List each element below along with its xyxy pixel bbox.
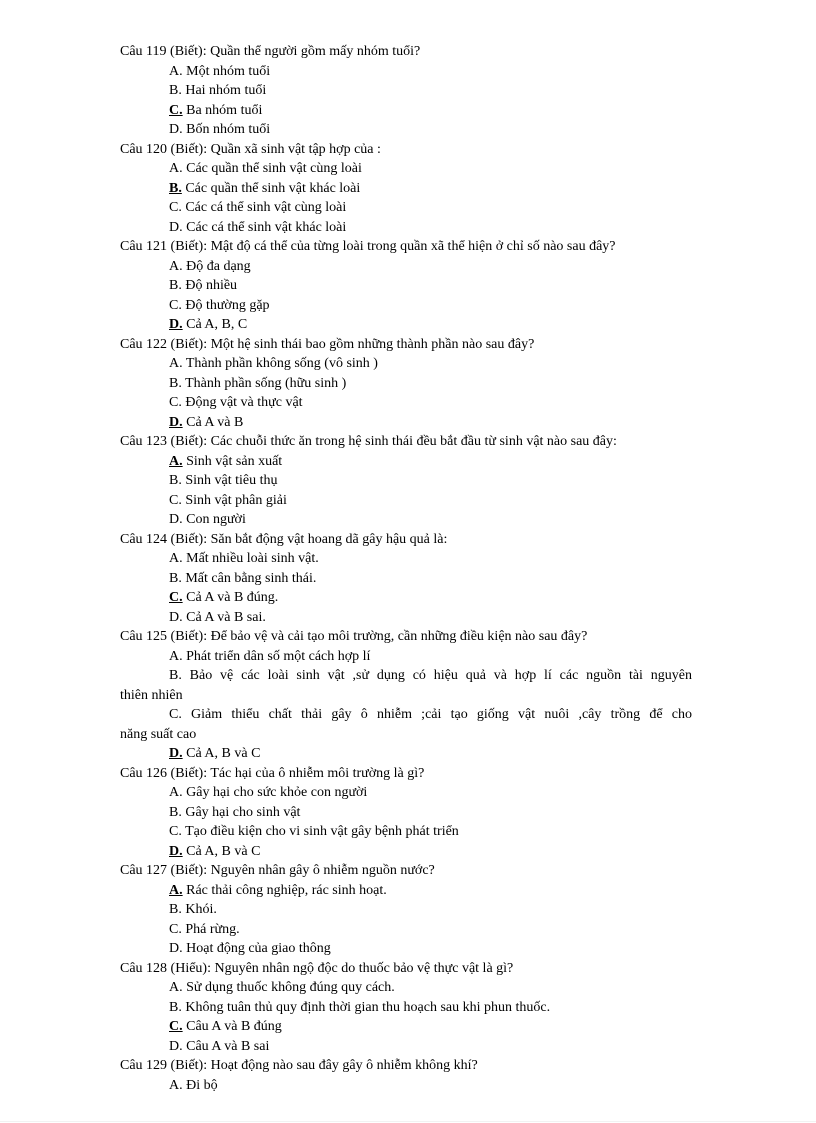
option-text: Cả A và B đúng. bbox=[182, 590, 279, 605]
question-stem: Câu 126 (Biết): Tác hại của ô nhiễm môi trường là gì? bbox=[120, 765, 425, 781]
answer-letter-marked: A. bbox=[169, 453, 183, 469]
option-letter: A. bbox=[169, 356, 183, 371]
option bbox=[0, 803, 816, 823]
option bbox=[0, 510, 816, 530]
option-text: Cả A, B, C bbox=[182, 317, 248, 332]
option-text: Cả A và B bbox=[182, 414, 244, 430]
option-letter: B. bbox=[169, 804, 182, 820]
option-text: Cả A và B sai. bbox=[182, 609, 266, 625]
question-stem: Câu 122 (Biết): Một hệ sinh thái bao gồm những thành phần nào sau đây? bbox=[120, 336, 535, 352]
option-text: Động vật và thực vật bbox=[181, 395, 303, 410]
option-letter: B. bbox=[169, 83, 182, 98]
option-text: Gây hại cho sinh vật bbox=[181, 804, 301, 820]
option-letter: A. bbox=[169, 980, 183, 995]
option-text: Sử dụng thuốc không đúng quy cách. bbox=[182, 980, 395, 995]
option bbox=[0, 608, 816, 628]
option bbox=[0, 276, 816, 296]
option-correct bbox=[0, 588, 816, 608]
option-letter: B. bbox=[169, 902, 182, 917]
option-letter: C. bbox=[169, 921, 182, 937]
option-letter: A. bbox=[169, 161, 183, 176]
option-text: Các quần thể sinh vật khác loài bbox=[181, 180, 361, 196]
option-text: Thành phần sống (hữu sinh ) bbox=[181, 375, 347, 391]
question-stem: Câu 128 (Hiểu): Nguyên nhân ngộ độc do thuốc bảo vệ thực vật là gì? bbox=[120, 960, 514, 976]
option-letter: B. bbox=[169, 999, 182, 1015]
option-text: Các cá thể sinh vật cùng loài bbox=[181, 200, 347, 215]
question-stem: Câu 119 (Biết): Quần thể người gồm mấy nhóm tuổi? bbox=[120, 44, 421, 59]
option-text: Mất nhiều loài sinh vật. bbox=[182, 551, 319, 566]
option-text-continuation: năng suất cao bbox=[120, 726, 197, 742]
option-letter: B. bbox=[169, 278, 182, 293]
option-text: Độ nhiều bbox=[181, 278, 238, 293]
option bbox=[0, 900, 816, 920]
option-letter: C. bbox=[169, 824, 182, 839]
option-letter: A. bbox=[169, 1077, 183, 1093]
option bbox=[0, 998, 816, 1018]
option-text: Các cá thể sinh vật khác loài bbox=[182, 219, 347, 235]
answer-letter-marked: C. bbox=[169, 102, 183, 118]
option bbox=[0, 471, 816, 491]
option-text: Thành phần không sống (vô sinh ) bbox=[182, 356, 378, 371]
option-text: Phá rừng. bbox=[181, 921, 240, 937]
option-correct bbox=[0, 744, 816, 764]
option bbox=[0, 296, 816, 316]
option bbox=[0, 1037, 816, 1057]
option-letter: D. bbox=[169, 219, 183, 235]
option-letter: A. bbox=[169, 785, 183, 800]
option bbox=[0, 491, 816, 511]
option bbox=[0, 198, 816, 218]
option-text: Câu A và B sai bbox=[182, 1038, 270, 1054]
question-stem: Câu 121 (Biết): Mật độ cá thể của từng loài trong quần xã thể hiện ở chỉ số nào sau đây? bbox=[120, 239, 616, 254]
option-letter: A. bbox=[169, 63, 183, 79]
option-text: Phát triển dân số một cách hợp lí bbox=[182, 648, 371, 664]
option bbox=[0, 647, 816, 667]
option bbox=[0, 569, 816, 589]
option-text: Các quần thể sinh vật cùng loài bbox=[182, 161, 362, 176]
option-correct bbox=[0, 452, 816, 472]
option-letter: D. bbox=[169, 941, 183, 956]
answer-letter-marked: D. bbox=[169, 746, 183, 761]
option-text: Sinh vật sản xuất bbox=[182, 453, 283, 469]
option bbox=[0, 939, 816, 959]
option-text: Hoạt động của giao thông bbox=[182, 941, 331, 956]
option-text: Gây hại cho sức khỏe con người bbox=[182, 785, 368, 800]
option bbox=[0, 783, 816, 803]
option bbox=[0, 393, 816, 413]
question-stem: Câu 125 (Biết): Để bảo vệ và cải tạo môi trường, cần những điều kiện nào sau đây? bbox=[120, 629, 588, 644]
option-letter: C. bbox=[169, 200, 182, 215]
option-letter: B. bbox=[169, 375, 182, 391]
option bbox=[0, 159, 816, 179]
option-correct bbox=[0, 881, 816, 901]
option bbox=[0, 354, 816, 374]
option bbox=[0, 1076, 816, 1096]
option-correct bbox=[0, 1017, 816, 1037]
option-text: Sinh vật tiêu thụ bbox=[181, 473, 278, 488]
option-letter: D. bbox=[169, 512, 183, 527]
option-text-continuation: thiên nhiên bbox=[120, 687, 183, 703]
option bbox=[0, 978, 816, 998]
answer-letter-marked: B. bbox=[169, 180, 182, 196]
option-text: Bốn nhóm tuổi bbox=[182, 122, 271, 137]
option-text: Đi bộ bbox=[182, 1077, 218, 1093]
page-bottom-rule bbox=[0, 1121, 816, 1122]
option-text: Cả A, B và C bbox=[182, 843, 261, 859]
document-page bbox=[0, 42, 816, 1095]
option-text: Hai nhóm tuổi bbox=[181, 83, 267, 98]
option bbox=[0, 374, 816, 394]
answer-letter-marked: C. bbox=[169, 590, 183, 605]
option-text: Độ thường gặp bbox=[181, 297, 270, 313]
option bbox=[0, 62, 816, 82]
option-letter: A. bbox=[169, 258, 183, 274]
option-letter: D. bbox=[169, 1038, 183, 1054]
option bbox=[0, 822, 816, 842]
option-text: Tạo điều kiện cho vi sinh vật gây bệnh phát triển bbox=[181, 824, 459, 839]
option-letter: C. bbox=[169, 707, 182, 722]
option-letter: C. bbox=[169, 395, 182, 410]
question-stem: Câu 124 (Biết): Săn bắt động vật hoang dã gây hậu quả là: bbox=[120, 531, 448, 547]
option-text: Giảm thiểu chất thải gây ô nhiễm ;cải tạo giống vật nuôi ,cây trồng để cho bbox=[181, 707, 692, 722]
option-text: Mất cân bằng sinh thái. bbox=[181, 570, 317, 586]
option bbox=[0, 920, 816, 940]
option-letter: B. bbox=[169, 570, 182, 586]
answer-letter-marked: D. bbox=[169, 843, 183, 859]
option-text: Một nhóm tuổi bbox=[182, 63, 271, 79]
question-stem: Câu 129 (Biết): Hoạt động nào sau đây gây ô nhiễm không khí? bbox=[120, 1058, 478, 1073]
option-correct bbox=[0, 179, 816, 199]
option-letter: B. bbox=[169, 473, 182, 488]
answer-letter-marked: D. bbox=[169, 317, 183, 332]
option-text: Câu A và B đúng bbox=[182, 1019, 282, 1034]
question-stem: Câu 123 (Biết): Các chuỗi thức ăn trong hệ sinh thái đều bắt đầu từ sinh vật nào sau đây: bbox=[120, 434, 617, 449]
option-letter: D. bbox=[169, 609, 183, 625]
option bbox=[0, 257, 816, 277]
option-correct bbox=[0, 842, 816, 862]
option-letter: A. bbox=[169, 551, 183, 566]
option-text: Rác thải công nghiệp, rác sinh hoạt. bbox=[182, 882, 387, 898]
option-text: Không tuân thủ quy định thời gian thu hoạch sau khi phun thuốc. bbox=[181, 999, 551, 1015]
answer-letter-marked: A. bbox=[169, 882, 183, 898]
option-correct bbox=[0, 101, 816, 121]
option-letter: A. bbox=[169, 648, 183, 664]
option bbox=[0, 81, 816, 101]
option-correct bbox=[0, 315, 816, 335]
option-text: Ba nhóm tuổi bbox=[182, 102, 263, 118]
option-letter: C. bbox=[169, 492, 182, 508]
option-text: Khói. bbox=[181, 902, 217, 917]
question-stem: Câu 120 (Biết): Quần xã sinh vật tập hợp của : bbox=[120, 141, 381, 157]
question-stem: Câu 127 (Biết): Nguyên nhân gây ô nhiễm nguồn nước? bbox=[120, 863, 435, 878]
option-letter: D. bbox=[169, 122, 183, 137]
option bbox=[0, 666, 816, 686]
option-text: Bảo vệ các loài sinh vật ,sử dụng có hiệu quả và hợp lí các nguồn tài nguyên bbox=[181, 668, 692, 683]
option-letter: B. bbox=[169, 668, 182, 683]
option-text: Sinh vật phân giải bbox=[181, 492, 287, 508]
option bbox=[0, 705, 816, 725]
option-text: Con người bbox=[182, 512, 246, 527]
option bbox=[0, 120, 816, 140]
option-letter: C. bbox=[169, 297, 182, 313]
option bbox=[0, 549, 816, 569]
answer-letter-marked: D. bbox=[169, 414, 183, 430]
answer-letter-marked: C. bbox=[169, 1019, 183, 1034]
option-text: Cả A, B và C bbox=[182, 746, 261, 761]
option-correct bbox=[0, 413, 816, 433]
option-text: Độ đa dạng bbox=[182, 258, 251, 274]
option bbox=[0, 218, 816, 238]
